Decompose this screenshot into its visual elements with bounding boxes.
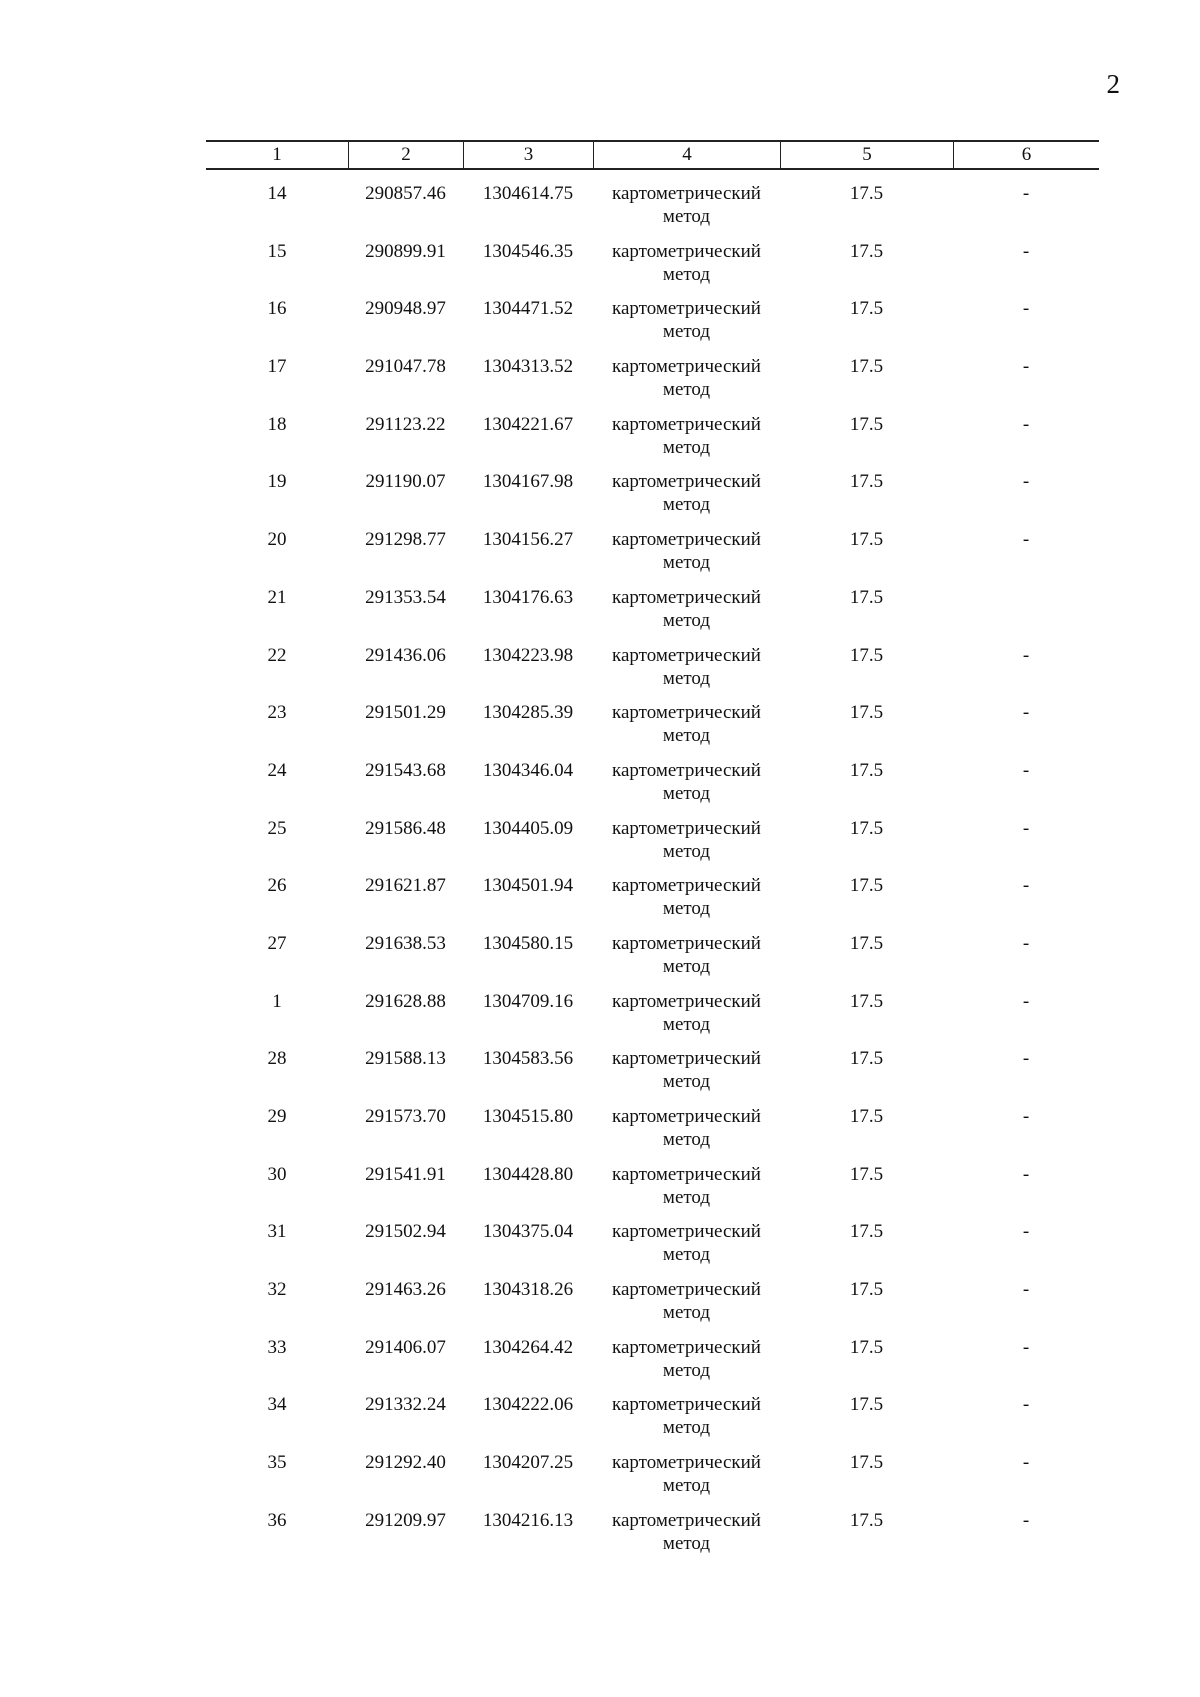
coord-x: 291047.78 <box>365 356 446 378</box>
accuracy: 17.5 <box>849 1163 884 1185</box>
method-cell <box>593 1509 780 1555</box>
table-row <box>206 586 1099 644</box>
table-row <box>206 817 1099 875</box>
method-line-2: метод <box>662 1129 711 1150</box>
point-number: 14 <box>267 183 287 204</box>
coord-y: 1304176.63 <box>482 586 574 608</box>
note: - <box>1022 529 1030 551</box>
method-line-2: метод <box>662 1475 711 1497</box>
accuracy: 17.5 <box>849 298 884 320</box>
point-number: 35 <box>267 1452 287 1474</box>
method-cell <box>593 1105 780 1151</box>
note: - <box>1022 1279 1030 1301</box>
accuracy: 17.5 <box>849 1048 884 1070</box>
method-line-1: картометрический <box>612 240 761 262</box>
coord-y: 1304346.04 <box>482 759 574 781</box>
table-row <box>206 240 1099 298</box>
method-line-2: метод <box>662 1071 711 1093</box>
method-cell <box>593 528 780 574</box>
method-line-1: картометрический <box>612 1048 761 1070</box>
coord-x: 291588.13 <box>365 1048 446 1070</box>
accuracy: 17.5 <box>849 1452 884 1474</box>
note: - <box>1022 240 1030 262</box>
coord-x: 291638.53 <box>365 932 446 954</box>
method-cell <box>593 240 780 286</box>
coord-y: 1304167.98 <box>482 471 574 493</box>
method-line-1: картометрический <box>612 932 761 954</box>
coord-y: 1304428.80 <box>482 1163 574 1185</box>
method-line-1: картометрический <box>612 413 761 435</box>
method-cell <box>593 990 780 1036</box>
method-line-2: метод <box>662 1013 711 1035</box>
method-line-1: картометрический <box>612 1452 761 1474</box>
method-line-1: картометрический <box>612 1394 761 1416</box>
method-line-2: метод <box>662 263 711 285</box>
method-cell <box>593 874 780 920</box>
coord-x: 291298.77 <box>365 529 446 551</box>
header-col-3: 3 <box>463 142 593 168</box>
method-cell <box>593 817 780 863</box>
coord-x: 291332.24 <box>365 1394 446 1416</box>
method-line-1: картометрический <box>612 183 761 204</box>
method-line-2: метод <box>662 840 711 862</box>
accuracy: 17.5 <box>849 1279 884 1301</box>
coord-y: 1304471.52 <box>482 298 574 320</box>
table-row <box>206 759 1099 817</box>
table-row <box>206 470 1099 528</box>
method-cell <box>593 1336 780 1382</box>
coord-y: 1304156.27 <box>482 529 574 551</box>
method-line-1: картометрический <box>612 644 761 666</box>
accuracy: 17.5 <box>849 875 884 897</box>
method-line-2: метод <box>662 1417 711 1439</box>
coord-x: 291463.26 <box>365 1279 446 1301</box>
table-row <box>206 874 1099 932</box>
note: - <box>1022 413 1030 435</box>
note: - <box>1022 990 1030 1012</box>
table-row <box>206 701 1099 759</box>
note: - <box>1022 471 1030 493</box>
coord-x: 291573.70 <box>365 1106 446 1127</box>
method-line-2: метод <box>662 667 711 689</box>
coord-y: 1304222.06 <box>482 1394 574 1416</box>
table-row <box>206 1509 1099 1567</box>
point-number: 20 <box>267 529 287 551</box>
method-cell <box>593 644 780 690</box>
table-row <box>206 1278 1099 1336</box>
point-number: 22 <box>267 644 287 666</box>
method-line-2: метод <box>662 321 711 343</box>
table-row <box>206 1105 1099 1163</box>
note: - <box>1022 1452 1030 1474</box>
method-cell <box>593 355 780 401</box>
table-header <box>206 140 1099 170</box>
coord-y: 1304221.67 <box>482 413 574 435</box>
coord-y: 1304501.94 <box>482 875 574 897</box>
coord-y: 1304405.09 <box>482 817 574 839</box>
point-number: 29 <box>267 1106 287 1127</box>
table-row <box>206 297 1099 355</box>
note: - <box>1022 644 1030 666</box>
coord-x: 291586.48 <box>365 817 446 839</box>
method-line-2: метод <box>662 494 711 516</box>
method-line-1: картометрический <box>612 1509 761 1531</box>
coord-x: 290857.46 <box>365 183 446 204</box>
note: - <box>1022 298 1030 320</box>
header-col-6: 6 <box>953 142 1099 168</box>
method-cell <box>593 1393 780 1439</box>
method-line-2: метод <box>662 782 711 804</box>
method-cell <box>593 1163 780 1209</box>
method-cell <box>593 1278 780 1324</box>
point-number: 15 <box>267 240 287 262</box>
accuracy: 17.5 <box>849 990 884 1012</box>
method-cell <box>593 701 780 747</box>
point-number: 36 <box>267 1509 287 1531</box>
method-cell <box>593 1047 780 1093</box>
coord-x: 291123.22 <box>365 413 446 435</box>
note: - <box>1022 356 1030 378</box>
note: - <box>1022 1106 1030 1127</box>
coord-y: 1304318.26 <box>482 1279 574 1301</box>
coord-y: 1304614.75 <box>482 183 574 204</box>
coord-x: 290948.97 <box>365 298 446 320</box>
table-row <box>206 355 1099 413</box>
point-number: 17 <box>267 356 287 378</box>
coord-y: 1304216.13 <box>482 1509 574 1531</box>
coord-y: 1304580.15 <box>482 932 574 954</box>
coord-x: 291502.94 <box>365 1221 446 1243</box>
note: - <box>1022 1336 1030 1358</box>
table-row <box>206 990 1099 1048</box>
note: - <box>1022 1394 1030 1416</box>
coord-x: 291190.07 <box>365 471 446 493</box>
header-col-1: 1 <box>272 144 282 165</box>
method-cell <box>593 932 780 978</box>
coord-y: 1304313.52 <box>482 356 574 378</box>
method-cell <box>593 759 780 805</box>
point-number: 32 <box>267 1279 287 1301</box>
header-col-4: 4 <box>593 142 780 168</box>
note: - <box>1022 1509 1030 1531</box>
method-cell <box>593 1451 780 1497</box>
accuracy: 17.5 <box>849 702 884 724</box>
accuracy: 17.5 <box>849 356 884 378</box>
coord-y: 1304546.35 <box>482 240 574 262</box>
page-number: 2 <box>1106 69 1120 99</box>
table-row <box>206 644 1099 702</box>
method-cell <box>593 1220 780 1266</box>
note: - <box>1022 1163 1030 1185</box>
accuracy: 17.5 <box>849 529 884 551</box>
method-line-1: картометрический <box>612 1106 761 1127</box>
point-number: 23 <box>267 702 287 724</box>
point-number: 30 <box>267 1163 287 1185</box>
table-row <box>206 932 1099 990</box>
coord-x: 291541.91 <box>365 1163 446 1185</box>
coord-y: 1304285.39 <box>482 702 574 724</box>
coord-x: 291628.88 <box>365 990 446 1012</box>
note: - <box>1022 702 1030 724</box>
coord-x: 291292.40 <box>365 1452 446 1474</box>
note: - <box>1022 932 1030 954</box>
method-line-1: картометрический <box>612 1163 761 1185</box>
coord-x: 291209.97 <box>365 1509 446 1531</box>
table-row <box>206 1047 1099 1105</box>
accuracy: 17.5 <box>849 1394 884 1416</box>
table-row <box>206 1336 1099 1394</box>
method-line-2: метод <box>662 1532 711 1554</box>
table-row <box>206 1163 1099 1221</box>
method-line-1: картометрический <box>612 1221 761 1243</box>
method-cell <box>593 413 780 459</box>
method-line-2: метод <box>662 206 711 227</box>
method-line-2: метод <box>662 1302 711 1324</box>
method-line-1: картометрический <box>612 817 761 839</box>
method-line-1: картометрический <box>612 356 761 378</box>
accuracy: 17.5 <box>849 1221 884 1243</box>
point-number: 34 <box>267 1394 287 1416</box>
method-line-1: картометрический <box>612 702 761 724</box>
method-line-2: метод <box>662 955 711 977</box>
method-line-1: картометрический <box>612 529 761 551</box>
method-line-1: картометрический <box>612 586 761 608</box>
point-number: 16 <box>267 298 287 320</box>
coordinates-table <box>206 140 1099 1567</box>
accuracy: 17.5 <box>849 759 884 781</box>
accuracy: 17.5 <box>849 413 884 435</box>
method-cell <box>593 297 780 343</box>
method-line-2: метод <box>662 436 711 458</box>
point-number: 21 <box>267 586 287 608</box>
point-number: 33 <box>267 1336 287 1358</box>
method-line-2: метод <box>662 725 711 747</box>
note: - <box>1022 759 1030 781</box>
method-line-2: метод <box>662 1244 711 1266</box>
accuracy: 17.5 <box>849 932 884 954</box>
coord-y: 1304264.42 <box>482 1336 574 1358</box>
accuracy: 17.5 <box>849 183 884 204</box>
method-line-1: картометрический <box>612 1336 761 1358</box>
coord-x: 290899.91 <box>365 240 446 262</box>
method-line-1: картометрический <box>612 1279 761 1301</box>
method-cell <box>593 586 780 632</box>
coord-x: 291621.87 <box>365 875 446 897</box>
method-line-1: картометрический <box>612 471 761 493</box>
coord-x: 291353.54 <box>365 586 446 608</box>
accuracy: 17.5 <box>849 817 884 839</box>
method-line-2: метод <box>662 1186 711 1208</box>
method-line-1: картометрический <box>612 875 761 897</box>
table-body <box>206 182 1099 1567</box>
note: - <box>1022 875 1030 897</box>
accuracy: 17.5 <box>849 471 884 493</box>
coord-x: 291406.07 <box>365 1336 446 1358</box>
header-col-5: 5 <box>780 142 953 168</box>
method-line-2: метод <box>662 379 711 401</box>
coord-y: 1304207.25 <box>482 1452 574 1474</box>
coord-x: 291436.06 <box>365 644 446 666</box>
point-number: 31 <box>267 1221 287 1243</box>
point-number: 19 <box>267 471 287 493</box>
accuracy: 17.5 <box>849 586 884 608</box>
point-number: 25 <box>267 817 287 839</box>
method-line-1: картометрический <box>612 990 761 1012</box>
coord-y: 1304583.56 <box>482 1048 574 1070</box>
note: - <box>1022 1048 1030 1070</box>
note: - <box>1022 1221 1030 1243</box>
table-row <box>206 413 1099 471</box>
accuracy: 17.5 <box>849 1509 884 1531</box>
table-row <box>206 1451 1099 1509</box>
method-cell <box>593 182 780 228</box>
accuracy: 17.5 <box>849 1106 884 1127</box>
coord-x: 291543.68 <box>365 759 446 781</box>
accuracy: 17.5 <box>849 240 884 262</box>
method-line-2: метод <box>662 609 711 631</box>
point-number: 26 <box>267 875 287 897</box>
header-col-2: 2 <box>348 142 463 168</box>
point-number: 28 <box>267 1048 287 1070</box>
note: - <box>1022 183 1030 204</box>
coord-y: 1304223.98 <box>482 644 574 666</box>
table-row <box>206 528 1099 586</box>
coord-y: 1304709.16 <box>482 990 574 1012</box>
method-line-1: картометрический <box>612 759 761 781</box>
accuracy: 17.5 <box>849 644 884 666</box>
method-line-2: метод <box>662 552 711 574</box>
method-line-2: метод <box>662 898 711 920</box>
method-line-1: картометрический <box>612 298 761 320</box>
table-row <box>206 1220 1099 1278</box>
table-row <box>206 182 1099 240</box>
table-row <box>206 1393 1099 1451</box>
method-line-2: метод <box>662 1359 711 1381</box>
point-number: 27 <box>267 932 287 954</box>
coord-y: 1304515.80 <box>482 1106 574 1127</box>
point-number: 1 <box>272 990 282 1012</box>
method-cell <box>593 470 780 516</box>
coord-y: 1304375.04 <box>482 1221 574 1243</box>
point-number: 18 <box>267 413 287 435</box>
accuracy: 17.5 <box>849 1336 884 1358</box>
coord-x: 291501.29 <box>365 702 446 724</box>
note: - <box>1022 817 1030 839</box>
point-number: 24 <box>267 759 287 781</box>
